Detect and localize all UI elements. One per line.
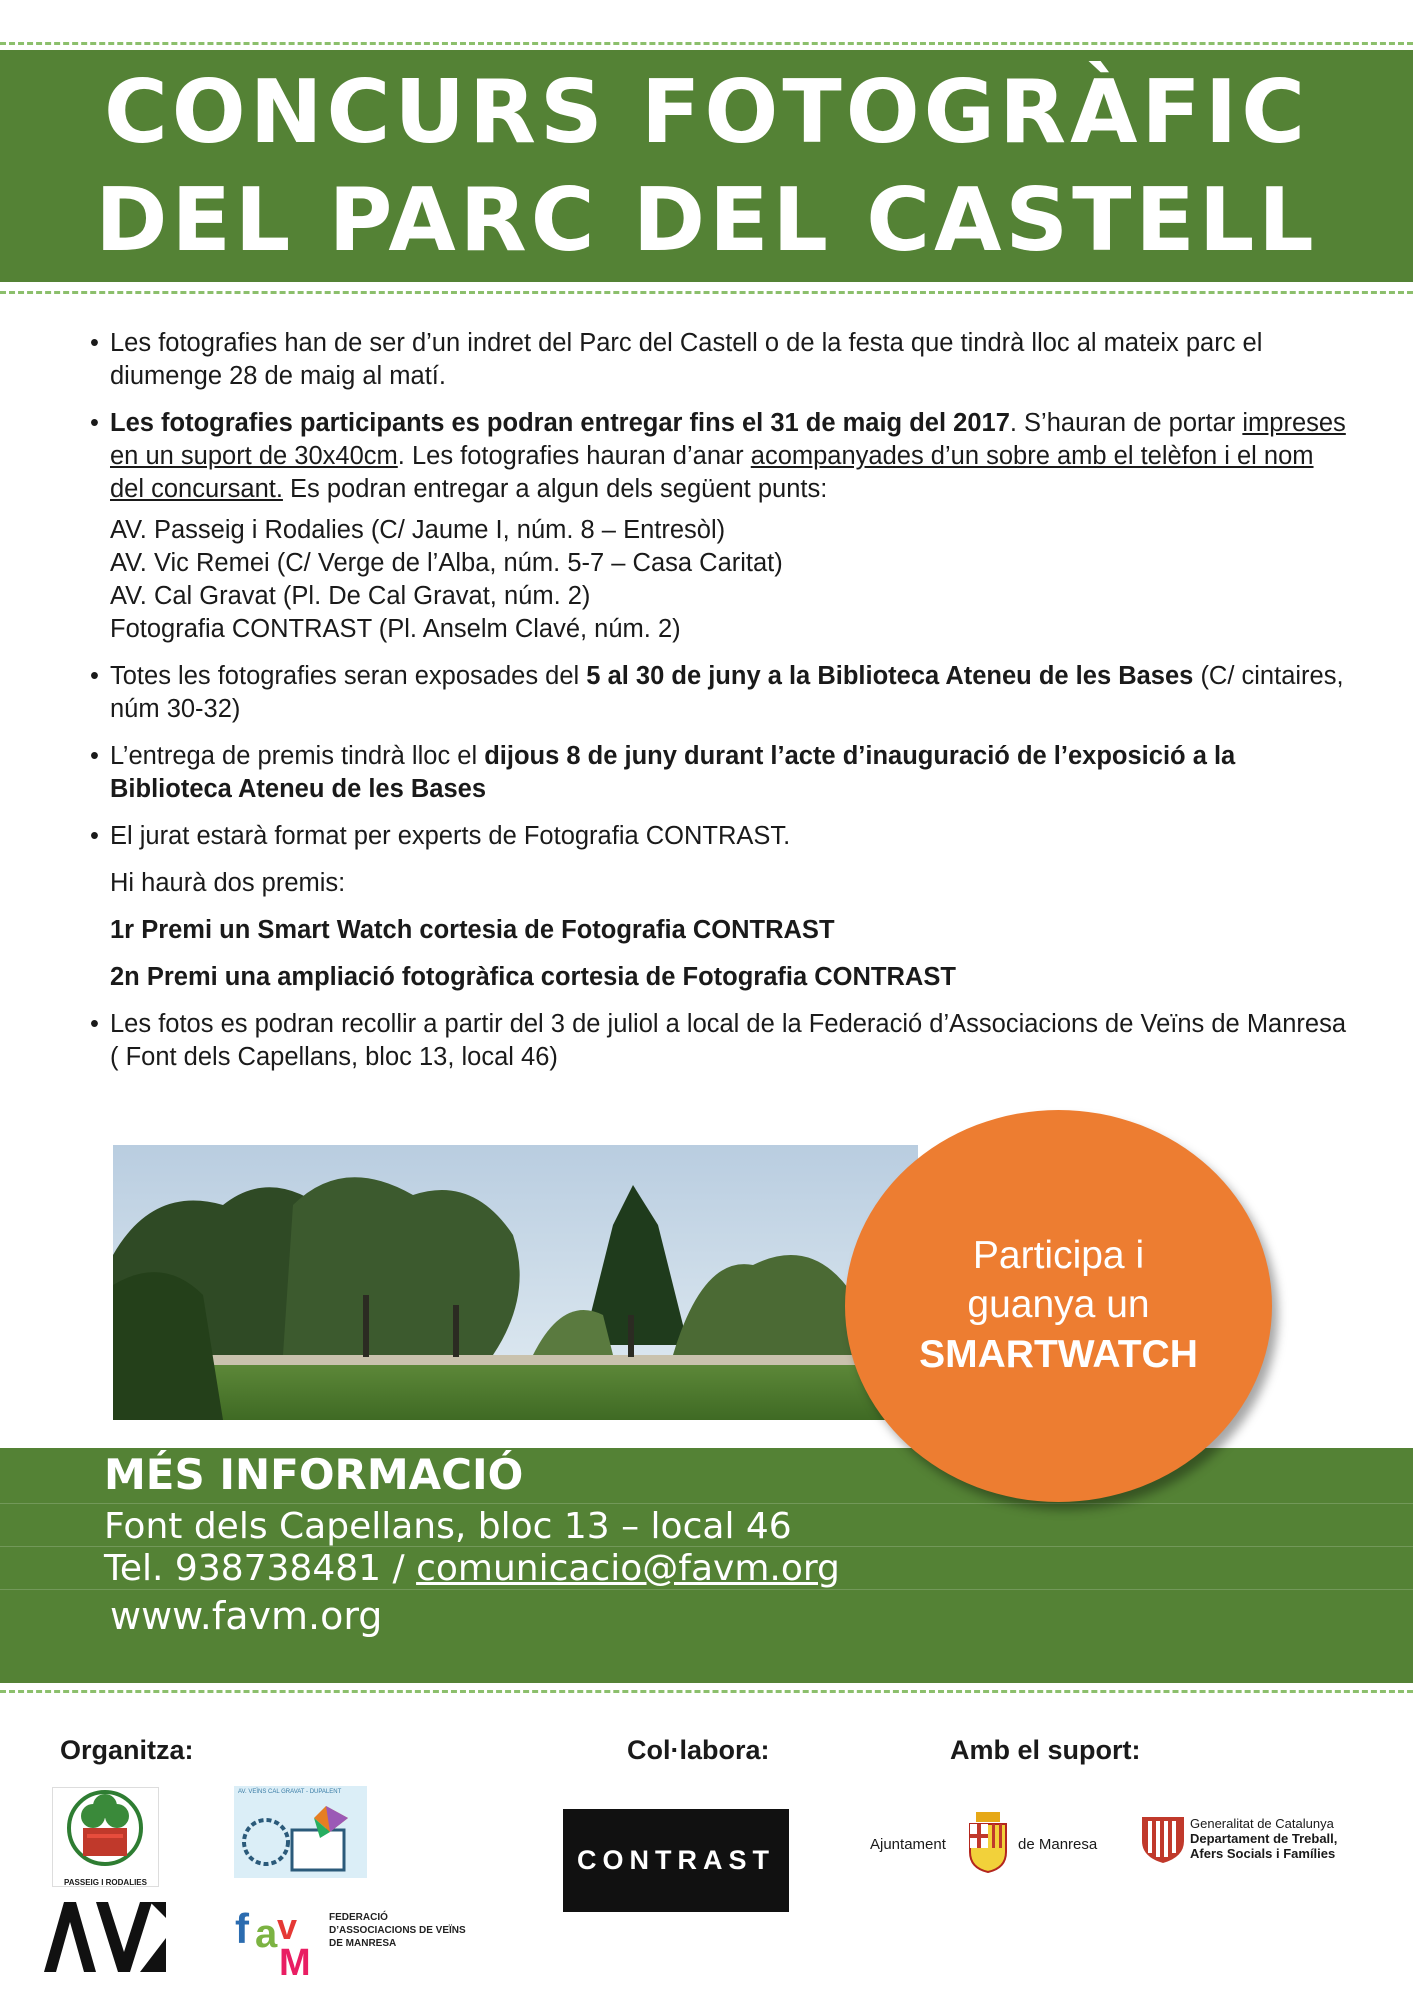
email-link[interactable]: comunicacio@favm.org: [416, 1548, 840, 1589]
smartwatch-promo-badge: [845, 1110, 1272, 1502]
footer-dashed-line: [0, 1690, 1413, 1693]
favm-logo-line-1: FEDERACIÓ: [329, 1912, 388, 1923]
rule-location: • Les fotografies han de ser d’un indret del Parc del Castell o de la festa que tindrà lloc al mateix parc el diumenge 28 de maig al matí.: [90, 329, 1263, 390]
generalitat-line-3: Afers Socials i Famílies: [1190, 1846, 1336, 1861]
ajuntament-text-left: Ajuntament: [870, 1836, 946, 1853]
rule-exhibition: • Totes les fotografies seran exposades del 5 al 30 de juny a la Biblioteca Ateneu de les Bases (C/ cintaires, núm 30-32): [90, 662, 1344, 723]
title-line-1: CONCURS FOTOGRÀFIC: [103, 61, 1310, 163]
title-line-2: DEL PARC DEL CASTELL: [95, 169, 1318, 271]
generalitat-line-1: Generalitat de Catalunya: [1190, 1816, 1334, 1831]
favm-logo-line-2: D’ASSOCIACIONS DE VEÏNS: [329, 1925, 466, 1936]
av-monogram-logo: [40, 1898, 170, 1975]
info-title: MÉS INFORMACIÓ: [104, 1450, 524, 1499]
collabora-label: Col·labora:: [627, 1735, 770, 1765]
rule-jury: • El jurat estarà format per experts de Fotografia CONTRAST.: [90, 822, 791, 850]
info-contact: Tel. 938738481 / comunicacio@favm.org: [104, 1548, 840, 1589]
delivery-point: AV. Cal Gravat (Pl. De Cal Gravat, núm. 2): [110, 582, 591, 610]
rule-delivery: • Les fotografies participants es podran entregar fins el 31 de maig del 2017. S’hauran de portar impreses en un suport de 30x40cm. Les fotografies hauran d’anar acompanyades d’un sobre amb el telèfon i el nom del concursant. Es podran entregar a algun dels següent punts:: [90, 409, 1346, 503]
favm-logo-line-3: DE MANRESA: [329, 1938, 397, 1949]
passeig-rodalies-logo: [52, 1787, 159, 1887]
rule-pickup: • Les fotos es podran recollir a partir del 3 de juliol a local de la Federació d’Associacions de Veïns de Manresa ( Font dels Capellans, bloc 13, local 46): [90, 1010, 1347, 1071]
promo-line-2: guanya un: [967, 1283, 1150, 1326]
svg-text:M: M: [279, 1942, 311, 1977]
rule-awards: • L’entrega de premis tindrà lloc el dijous 8 de juny durant l’acte d’inauguració de l’exposició a la Biblioteca Ateneu de les Bases: [90, 742, 1236, 803]
suport-label: Amb el suport:: [950, 1735, 1141, 1765]
favm-logo: [233, 1897, 473, 1977]
svg-text:f: f: [235, 1905, 249, 1952]
ajuntament-text-right: de Manresa: [1018, 1836, 1098, 1853]
promo-line-1: Participa i: [972, 1234, 1145, 1277]
promo-line-3: SMARTWATCH: [919, 1333, 1198, 1376]
info-divider: [0, 1503, 1413, 1504]
svg-text:v: v: [277, 1906, 298, 1947]
prize-1: 1r Premi un Smart Watch cortesia de Fotografia CONTRAST: [110, 916, 835, 944]
info-address: Font dels Capellans, bloc 13 – local 46: [104, 1506, 792, 1547]
generalitat-emblem-icon: [1142, 1817, 1184, 1863]
website-link[interactable]: www.favm.org: [110, 1594, 383, 1638]
rules-section: [90, 327, 1350, 1088]
cal-gravat-logo: [234, 1786, 367, 1878]
generalitat-line-2: Departament de Treball,: [1190, 1831, 1338, 1846]
park-photo: [113, 1145, 918, 1420]
info-banner: [0, 1448, 1413, 1683]
delivery-point: AV. Passeig i Rodalies (C/ Jaume I, núm. 8 – Entresòl): [110, 516, 726, 544]
svg-text:a: a: [255, 1912, 278, 1956]
contrast-logo: [563, 1809, 789, 1912]
title-banner: [0, 50, 1413, 282]
delivery-points: [90, 514, 1350, 646]
contrast-logo-text: CONTRAST: [577, 1845, 775, 1875]
manresa-crest-icon: [966, 1812, 1010, 1874]
prize-2: 2n Premi una ampliació fotogràfica cortesia de Fotografia CONTRAST: [110, 963, 956, 991]
cal-gravat-logo-text: AV. VEÏNS CAL GRAVAT - DUPALENT: [238, 1789, 342, 1795]
organitza-label: Organitza:: [60, 1735, 194, 1765]
header-dashed-line: [0, 291, 1413, 294]
delivery-point: AV. Vic Remei (C/ Verge de l’Alba, núm. 5-7 – Casa Caritat): [110, 549, 783, 577]
top-dashed-line: [0, 42, 1413, 45]
ajuntament-manresa-logo: [870, 1812, 1110, 1874]
prizes-intro: Hi haurà dos premis:: [110, 869, 346, 897]
delivery-point: Fotografia CONTRAST (Pl. Anselm Clavé, núm. 2): [110, 615, 681, 643]
generalitat-logo: [1142, 1815, 1382, 1867]
passeig-rodalies-logo-text: PASSEIG I RODALIES: [64, 1878, 147, 1887]
